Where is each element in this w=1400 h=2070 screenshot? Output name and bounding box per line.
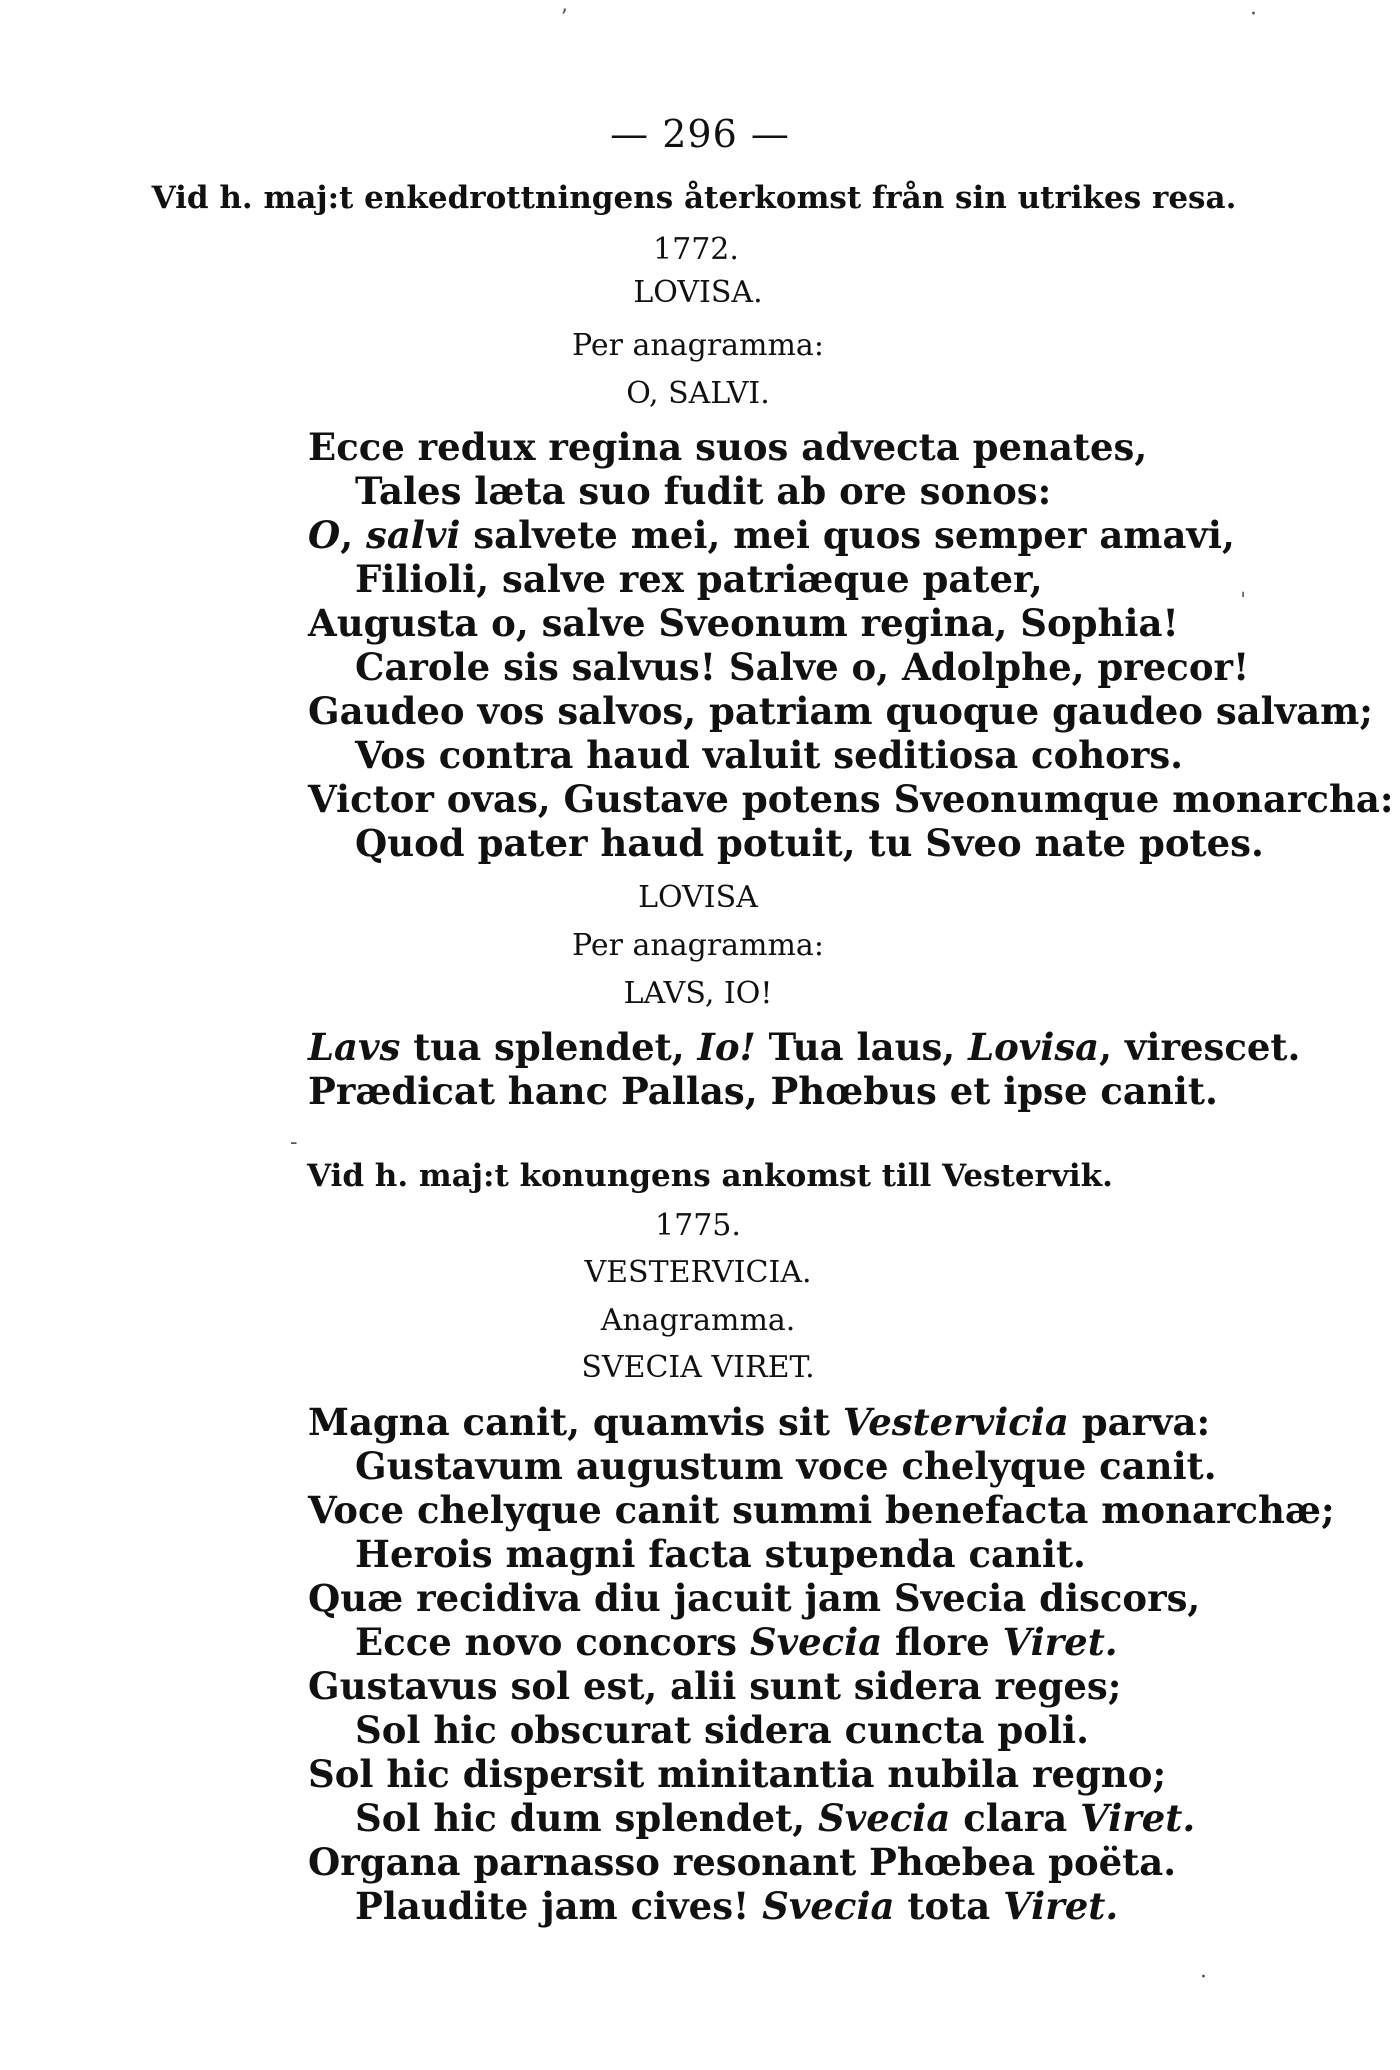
- poem-3-verses: [308, 1400, 1335, 1928]
- poem-subtitle-2: Per anagramma:: [572, 928, 824, 963]
- anagram-2: LAVS, IO!: [623, 976, 773, 1011]
- year-1: 1772.: [653, 232, 739, 267]
- scan-speck: ·: [1250, 2, 1257, 27]
- verse-italic: Viret.: [1003, 1884, 1119, 1928]
- scan-speck: ʼ: [560, 6, 567, 31]
- verse-line: Tales læta suo fudit ab ore sonos:: [355, 469, 1052, 513]
- verse-line: [308, 513, 1393, 557]
- verse-italic: Svecia: [749, 1620, 883, 1664]
- verse-italic: Svecia: [817, 1796, 951, 1840]
- verse-text: Magna canit, quamvis sit: [308, 1400, 843, 1444]
- verse-italic: Vestervicia: [842, 1400, 1069, 1444]
- dedication-note-2: Vid h. maj:t konungens ankomst till Vestervik.: [307, 1158, 1113, 1194]
- verse-line: Quod pater haud potuit, tu Sveo nate potes.: [355, 821, 1264, 865]
- verse-text: Sol hic dum splendet,: [355, 1796, 818, 1840]
- verse-line: Quæ recidiva diu jacuit jam Svecia discors,: [308, 1576, 1201, 1620]
- verse-line: Filioli, salve rex patriæque pater,: [355, 557, 1043, 601]
- year-2: 1775.: [655, 1208, 741, 1243]
- verse-text: , virescet.: [1099, 1025, 1301, 1069]
- dedication-note-1: Vid h. maj:t enkedrottningens återkomst från sin utrikes resa.: [151, 180, 1237, 216]
- verse-text: clara: [950, 1796, 1081, 1840]
- poem-subtitle-1: Per anagramma:: [572, 328, 824, 363]
- verse-line: Victor ovas, Gustave potens Sveonumque monarcha:: [308, 777, 1394, 821]
- verse-italic: salvi: [366, 513, 461, 557]
- verse-line: Ecce redux regina suos advecta penates,: [308, 425, 1148, 469]
- verse-italic: Viret.: [1080, 1796, 1196, 1840]
- verse-line: Herois magni facta stupenda canit.: [355, 1532, 1086, 1576]
- verse-italic: Io!: [697, 1025, 756, 1069]
- verse-text: tota: [894, 1884, 1004, 1928]
- verse-text: Plaudite jam cives!: [355, 1884, 763, 1928]
- verse-line: Sol hic dispersit minitantia nubila regno;: [308, 1752, 1167, 1796]
- verse-text: ,: [340, 513, 366, 557]
- verse-text: flore: [882, 1620, 1003, 1664]
- verse-line: Carole sis salvus! Salve o, Adolphe, precor!: [355, 645, 1250, 689]
- page-number: — 296 —: [610, 112, 790, 156]
- verse-line: Sol hic obscurat sidera cuncta poli.: [355, 1708, 1089, 1752]
- anagram-1: O, SALVI.: [626, 376, 770, 411]
- verse-line: [308, 1400, 1335, 1444]
- poem-1-verses: [308, 425, 1393, 865]
- verse-line: Gustavus sol est, alii sunt sidera reges;: [308, 1664, 1122, 1708]
- verse-line: [308, 1884, 1335, 1928]
- verse-line: Gaudeo vos salvos, patriam quoque gaudeo salvam;: [308, 689, 1373, 733]
- verse-line: Organa parnasso resonant Phœbea poëta.: [308, 1840, 1177, 1884]
- verse-line: Gustavum augustum voce chelyque canit.: [355, 1444, 1217, 1488]
- verse-line: [308, 1796, 1335, 1840]
- verse-text: parva:: [1068, 1400, 1211, 1444]
- verse-italic: O: [308, 513, 341, 557]
- poem-2-verses: [308, 1025, 1300, 1113]
- poem-title-3: VESTERVICIA.: [584, 1255, 812, 1290]
- verse-text: tua splendet,: [400, 1025, 698, 1069]
- verse-line: Vos contra haud valuit seditiosa cohors.: [355, 733, 1184, 777]
- verse-text: Tua laus,: [755, 1025, 969, 1069]
- verse-text: Ecce novo concors: [355, 1620, 750, 1664]
- verse-italic: Lovisa: [968, 1025, 1100, 1069]
- scan-speck: ˌ: [1240, 575, 1247, 600]
- verse-italic: Svecia: [762, 1884, 895, 1928]
- anagram-3: SVECIA VIRET.: [581, 1350, 815, 1385]
- poem-title-2: LOVISA: [638, 880, 758, 915]
- verse-text: salvete mei, mei quos semper amavi,: [460, 513, 1235, 557]
- scan-speck: ·: [1200, 1965, 1207, 1990]
- verse-line: [308, 1025, 1300, 1069]
- verse-line: Augusta o, salve Sveonum regina, Sophia!: [308, 601, 1179, 645]
- scan-speck: -: [290, 1130, 298, 1155]
- verse-line: Voce chelyque canit summi benefacta monarchæ;: [308, 1488, 1335, 1532]
- poem-title-1: LOVISA.: [633, 275, 763, 310]
- verse-line: [308, 1620, 1335, 1664]
- verse-italic: Viret.: [1002, 1620, 1118, 1664]
- verse-line: Prædicat hanc Pallas, Phœbus et ipse canit.: [308, 1069, 1218, 1113]
- verse-italic: Lavs: [308, 1025, 401, 1069]
- poem-subtitle-3: Anagramma.: [600, 1303, 796, 1338]
